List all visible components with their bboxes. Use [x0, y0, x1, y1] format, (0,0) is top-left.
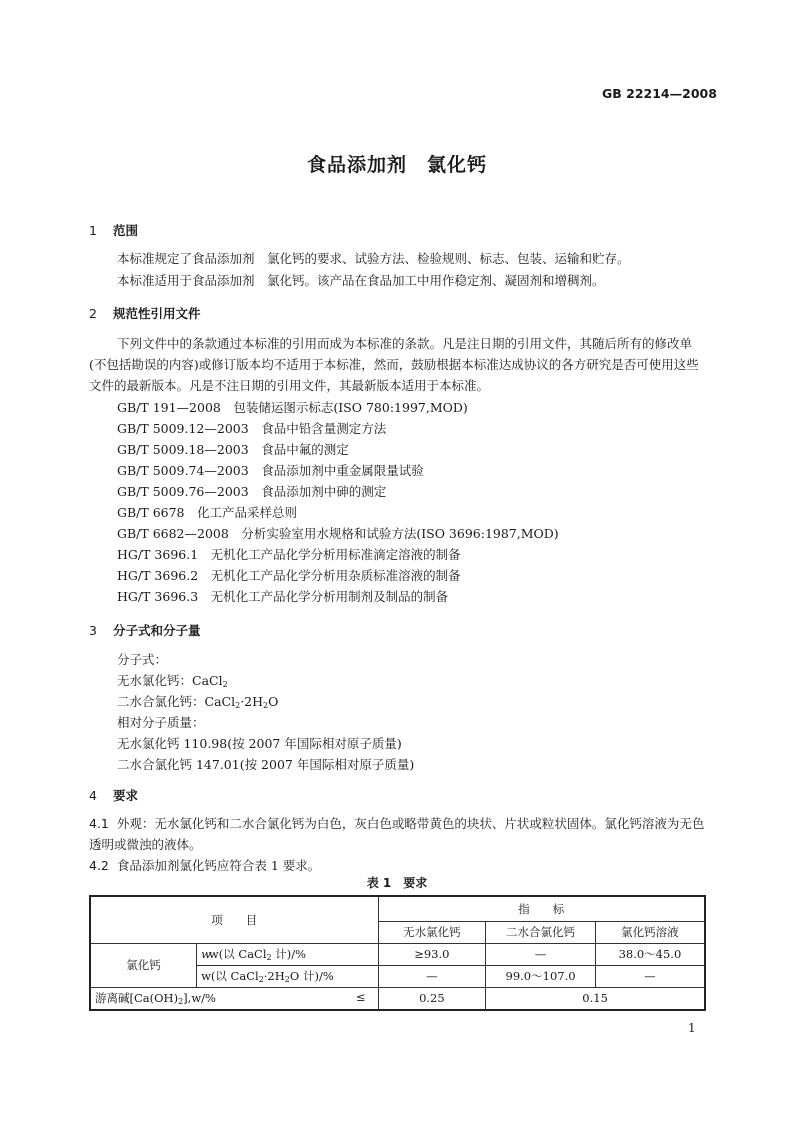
scope-paragraph-1: 本标准规定了食品添加剂 氯化钙的要求、试验方法、检验规则、标志、包装、运输和贮存。	[117, 251, 630, 266]
section-number: 4	[89, 788, 97, 803]
cell-value: —	[486, 943, 596, 965]
reference-item: GB/T 5009.12—2003 食品中铅含量测定方法	[117, 421, 387, 436]
clause-number: 4.1	[89, 816, 109, 831]
clause-number: 4.2	[89, 858, 109, 873]
standard-number: GB 22214—2008	[602, 86, 717, 101]
cell-value: 99.0～107.0	[486, 965, 596, 987]
section-title: 分子式和分子量	[113, 623, 201, 638]
less-equal-sign: ≤	[355, 990, 366, 1004]
header-dihydrate: 二水合氯化钙	[486, 921, 596, 943]
cell-value: 0.15	[486, 987, 705, 1010]
normative-references-intro: 下列文件中的条款通过本标准的引用而成为本标准的条款。凡是注日期的引用文件，其随后所有的修改单(不包括勘误的内容)或修订版本均不适用于本标准，然而，鼓励根据本标准达成协议的各方研究是否可使用这些文件的最新版本。凡是不注日期的引用文件，其最新版本适用于本标准。	[89, 336, 699, 393]
anhydrous-mass: 无水氯化钙 110.98(按 2007 年国际相对原子质量)	[117, 736, 402, 751]
requirements-table	[89, 895, 706, 1011]
header-anhydrous: 无水氯化钙	[378, 921, 486, 943]
clause-4-1	[89, 813, 707, 855]
section-2-heading	[89, 304, 201, 322]
reference-item: GB/T 6678 化工产品采样总则	[117, 505, 298, 520]
reference-item: GB/T 5009.18—2003 食品中氟的测定	[117, 442, 349, 457]
section-title: 要求	[113, 788, 139, 803]
document-title: 食品添加剂 氯化钙	[306, 154, 487, 176]
row-label-cacl2: ww(以 CaCl$_2$ 计)/%	[197, 943, 378, 965]
dihydrate-mass: 二水合氯化钙 147.01(按 2007 年国际相对原子质量)	[117, 757, 415, 772]
cell-value: —	[378, 965, 486, 987]
section-4-heading	[89, 786, 138, 804]
reference-item: HG/T 3696.3 无机化工产品化学分析用制剂及制品的制备	[117, 589, 449, 604]
section-3-heading	[89, 621, 201, 639]
section-number: 2	[89, 306, 97, 321]
row-label-free-alkali: 游离碱$[Ca(OH)_2],w/\%$ ≤	[90, 987, 378, 1010]
section-title: 范围	[113, 223, 139, 238]
clause-text: 外观：无水氯化钙和二水合氯化钙为白色，灰白色或略带黄色的块状、片状或粒状固体。氯化钙溶液为无色透明或微浊的液体。	[89, 816, 705, 852]
reference-item: GB/T 6682—2008 分析实验室用水规格和试验方法(ISO 3696:1987,MOD)	[117, 526, 559, 541]
section-number: 1	[89, 223, 97, 238]
reference-item: GB/T 191—2008 包装储运图示标志(ISO 780:1997,MOD)	[117, 400, 468, 415]
header-item: 项 目	[90, 896, 378, 943]
cell-value: —	[595, 965, 705, 987]
cell-value: 38.0～45.0	[595, 943, 705, 965]
section-number: 3	[89, 623, 97, 638]
section-title: 规范性引用文件	[113, 306, 201, 321]
section-1-heading	[89, 221, 138, 239]
table-caption: 表 1 要求	[366, 876, 428, 890]
scope-paragraph-2: 本标准适用于食品添加剂 氯化钙。该产品在食品加工中用作稳定剂、凝固剂和增稠剂。	[117, 273, 605, 288]
row-label-cacl2-dihydrate: w(以 $CaCl_2\cdot 2H_2O$ 计)/%	[197, 965, 378, 987]
header-index: 指 标	[378, 896, 705, 921]
cell-value: ≥93.0	[378, 943, 486, 965]
formula-label: 分子式：	[117, 652, 168, 667]
reference-item: HG/T 3696.1 无机化工产品化学分析用标准滴定溶液的制备	[117, 547, 461, 562]
reference-item: HG/T 3696.2 无机化工产品化学分析用杂质标准溶液的制备	[117, 568, 461, 583]
anhydrous-formula: 无水氯化钙：CaCl$_2$	[117, 673, 228, 689]
reference-item: GB/T 5009.74—2003 食品添加剂中重金属限量试验	[117, 463, 424, 478]
clause-4-2	[89, 855, 320, 876]
cell-value: 0.25	[378, 987, 486, 1010]
row-group-calcium-chloride: 氯化钙	[90, 943, 197, 987]
clause-text: 食品添加剂氯化钙应符合表 1 要求。	[116, 858, 321, 873]
page-number: 1	[688, 1021, 696, 1035]
dihydrate-formula: 二水合氯化钙：$CaCl_2\cdot 2H_2O$	[117, 694, 279, 710]
reference-item: GB/T 5009.76—2003 食品添加剂中砷的测定	[117, 484, 387, 499]
header-solution: 氯化钙溶液	[595, 921, 705, 943]
molecular-mass-label: 相对分子质量：	[117, 715, 205, 730]
